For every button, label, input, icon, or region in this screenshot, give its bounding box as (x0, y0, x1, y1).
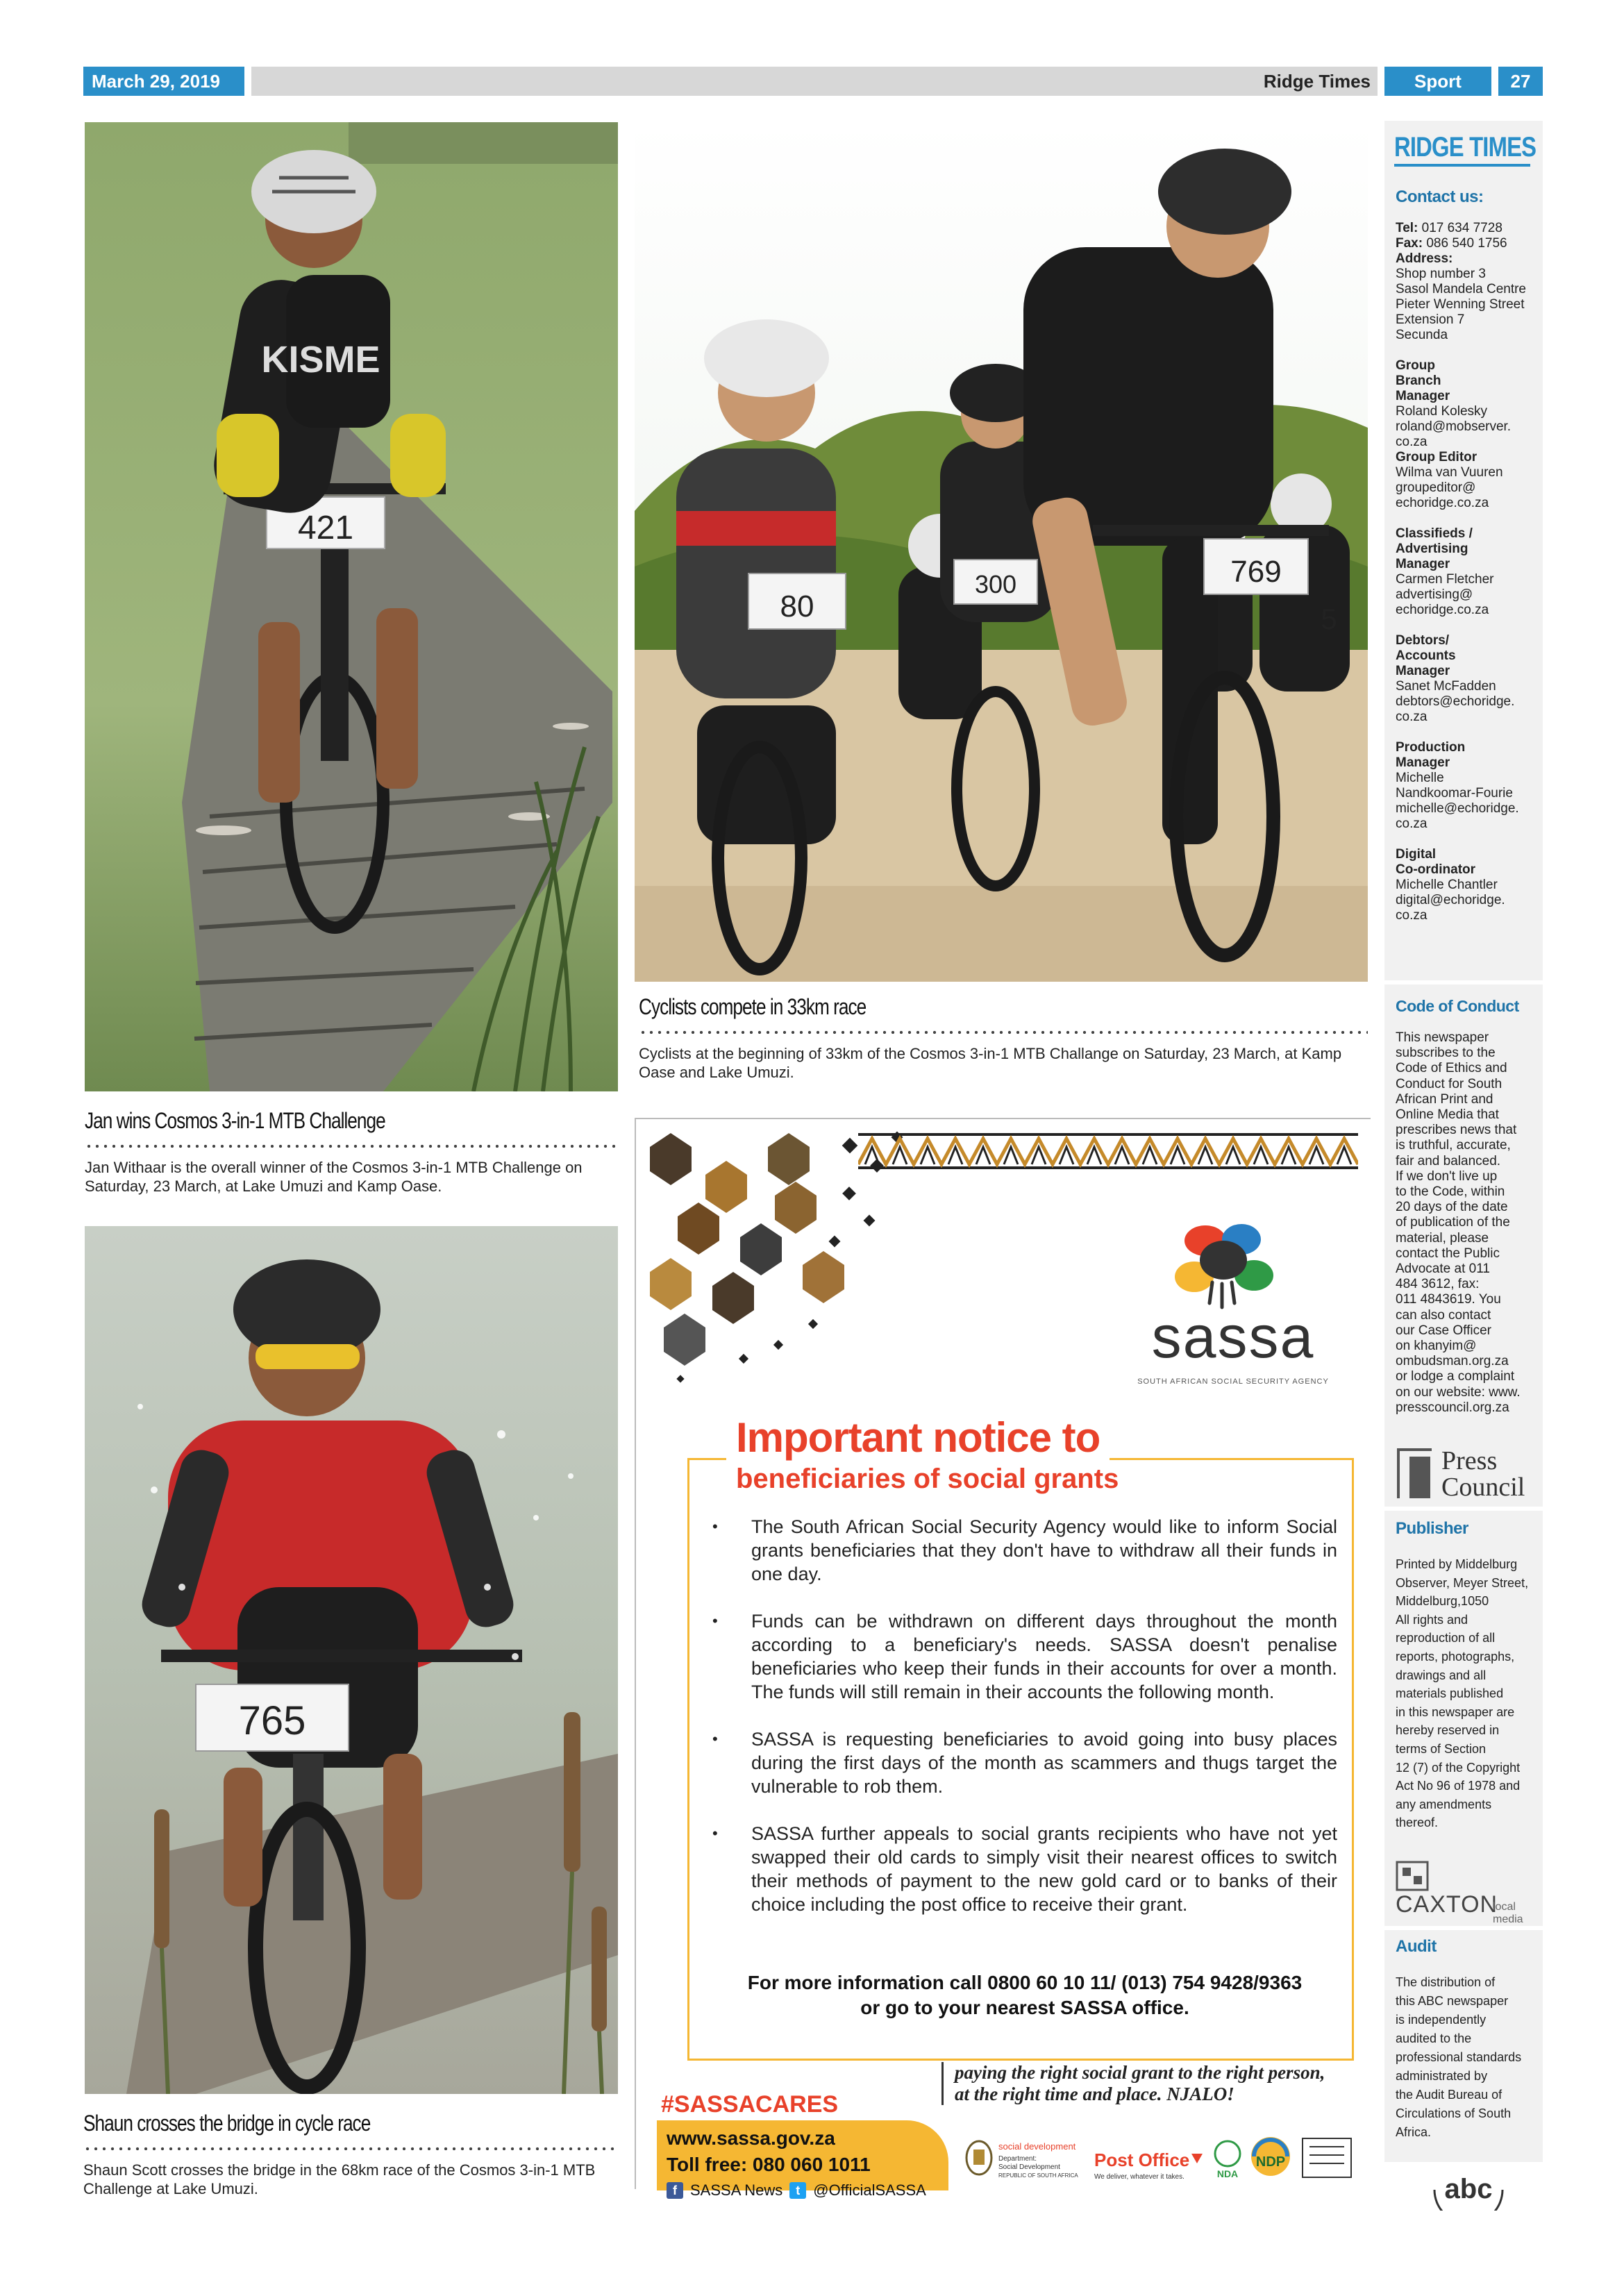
svg-text:Department:: Department: (998, 2155, 1037, 2163)
svg-text:REPUBLIC OF SOUTH AFRICA: REPUBLIC OF SOUTH AFRICA (998, 2172, 1078, 2179)
address-line: Pieter Wenning Street (1396, 297, 1525, 312)
ndp-logo: NDP (1255, 2154, 1286, 2170)
sassa-wordmark: sassa (1151, 1304, 1315, 1371)
section-name: Sport (1384, 67, 1491, 96)
photo-shaun-scott (85, 1226, 618, 2094)
list-item: • The South African Social Security Agency would like to inform Social grants beneficiaries that they don't have to withdraw all their funds in one day. (712, 1515, 1337, 1586)
twitter-handle[interactable]: @OfficialSASSA (813, 2181, 926, 2199)
publication-name: Ridge Times (1263, 71, 1371, 92)
staff-group-branch-manager: Group Branch Manager Roland Kolesky roland@mobserver. co.za (1396, 358, 1512, 449)
story-title-shaun: Shaun crosses the bridge in cycle race (83, 2111, 371, 2136)
list-item: • SASSA is requesting beneficiaries to avoid going into busy places during the first days of the month as scammers and thugs target the vulnerable to rob them. (712, 1727, 1337, 1798)
issue-date: March 29, 2019 (83, 67, 244, 96)
bib-number-80: 80 (780, 589, 814, 623)
contact-call-to-action: For more information call 0800 60 10 11/ (013) 754 9428/9363 or go to your nearest SASSA office. (747, 1972, 1303, 2018)
press-council-logo: Press Council (1397, 1446, 1536, 1502)
social-links (667, 2180, 926, 2201)
list-item: • SASSA further appeals to social grants recipients who have not yet swapped their old cards to simply visit their nearest offices to switch their methods of payment to the new gold card or to banks of their choice including the post office to receive their grant. (712, 1822, 1337, 1916)
story-title-cyclists: Cyclists compete in 33km race (639, 994, 867, 1019)
dept-name: social development (998, 2141, 1076, 2152)
header-bar (251, 67, 1378, 96)
bib-number-765: 765 (238, 1698, 306, 1743)
address-line: Sasol Mandela Centre (1396, 282, 1526, 296)
contact-heading: Contact us: (1396, 187, 1484, 206)
partner-logos (962, 2119, 1365, 2188)
address-line: Shop number 3 (1396, 267, 1486, 281)
notice-title: Important notice to (726, 1414, 1110, 1461)
story-title-jan: Jan wins Cosmos 3-in-1 MTB Challenge (85, 1108, 385, 1133)
notice-bullets (712, 1515, 1337, 1940)
facebook-icon: f (667, 2182, 683, 2199)
photo-jan-withaar (85, 122, 618, 1091)
bib-number-421: 421 (297, 510, 354, 546)
publisher-text: Printed by Middelburg Observer, Meyer Street, Middelburg,1050 All rights and reproduction of all reports, photographs, drawings and all materials published in this newspaper are hereby reserved in terms of Section 12 (7) of the Copyright Act No 96 of 1978 and any amendments thereof. (1396, 1557, 1529, 1830)
story-caption-shaun: Shaun Scott crosses the bridge in the 68km race of the Cosmos 3-in-1 MTB Challenge at Lake Umuzi. (83, 2161, 596, 2197)
list-item: • Funds can be withdrawn on different days throughout the month according to a beneficiary's needs. SASSA doesn't penalise beneficiaries who keep their funds in their accounts for over a month. The funds will still remain in their accounts the following month. (712, 1609, 1337, 1704)
photo-cyclists-33km (635, 122, 1368, 982)
bib-number-300: 300 (974, 570, 1017, 598)
abc-logo (1430, 2169, 1507, 2211)
jersey-text: KISME (261, 339, 380, 380)
audit-heading: Audit (1396, 1937, 1437, 1956)
code-of-conduct-text: This newspaper subscribes to the Code of Ethics and Conduct for South African Print and Online Media that prescribes news that is truthful, accurate, fair and balanced. If we don't live up to the Code, within 20 days of the date of publication of the material, please contact the Public Advocate at 011 484 3612, fax: 011 4843619. You can also contact our Case Officer on khanyim@ ombudsman.org.za or lodge a complaint on our website: www. presscouncil.org.za (1396, 1030, 1521, 1415)
nda-logo: NDA (1216, 2168, 1239, 2179)
mandela-centenary-icon (1303, 2138, 1351, 2177)
tollfree-number: Toll free: 080 060 1011 (667, 2154, 871, 2175)
sassa-hands-logo-icon (1164, 1206, 1282, 1317)
hashtag: #SASSACARES (661, 2091, 839, 2118)
staff-accounts-manager: Debtors/ Accounts Manager Sanet McFadden debtors@echoridge. co.za (1396, 633, 1515, 724)
address-line: Extension 7 (1396, 312, 1465, 327)
sassa-full-name: SOUTH AFRICAN SOCIAL SECURITY AGENCY (1137, 1377, 1329, 1386)
svg-text:We deliver, whatever it takes.: We deliver, whatever it takes. (1094, 2173, 1184, 2181)
page-number: 27 (1498, 67, 1543, 96)
fax: 086 540 1756 (1426, 236, 1507, 251)
bib-number-5: 5 (1321, 603, 1337, 635)
staff-production-manager: Production Manager Michelle Nandkoomar-Fourie michelle@echoridge. co.za (1396, 740, 1519, 831)
website-link[interactable]: www.sassa.gov.za (667, 2127, 835, 2149)
sassa-advert (635, 1118, 1371, 2199)
story-caption-cyclists: Cyclists at the beginning of 33km of the Cosmos 3-in-1 MTB Challange on Saturday, 23 March, at Kamp Oase and Lake Umuzi. (639, 1045, 1342, 1081)
svg-text:abc: abc (1444, 2174, 1493, 2204)
sassa-tagline: paying the right social grant to the right person, at the right time and place. NJALO! (941, 2062, 1351, 2105)
telephone: 017 634 7728 (1421, 221, 1502, 235)
audit-text: The distribution of this ABC newspaper is independently audited to the professional standards administrated by the Audit Bureau of Circulations of South Africa. (1396, 1975, 1522, 2139)
svg-text:Social Development: Social Development (998, 2163, 1060, 2171)
pattern-border-graphic (858, 1126, 1358, 1175)
staff-advertising-manager: Classifieds / Advertising Manager Carmen Fletcher advertising@ echoridge.co.za (1396, 526, 1494, 617)
sidebar-divider (1384, 1507, 1543, 1511)
caxton-mark-icon (1396, 1861, 1429, 1891)
code-of-conduct-heading: Code of Conduct (1396, 997, 1519, 1015)
bib-number-769: 769 (1230, 555, 1282, 589)
caption-divider (639, 1030, 1368, 1034)
caption-divider (83, 2147, 618, 2151)
address-line: Secunda (1396, 328, 1448, 342)
post-office-logo: Post Office (1094, 2150, 1190, 2170)
twitter-icon: t (789, 2182, 806, 2199)
staff-group-editor: Group Editor Wilma van Vuuren groupeditor@ echoridge.co.za (1396, 450, 1503, 510)
coat-of-arms-icon (966, 2141, 991, 2175)
facebook-handle[interactable]: SASSA News (690, 2181, 783, 2199)
publisher-heading: Publisher (1396, 1519, 1468, 1538)
sidebar-divider (1384, 980, 1543, 984)
staff-digital-coordinator: Digital Co-ordinator Michelle Chantler digital@echoridge. co.za (1396, 847, 1505, 923)
story-caption-jan: Jan Withaar is the overall winner of the Cosmos 3-in-1 MTB Challenge on Saturday, 23 March, at Lake Umuzi and Kamp Oase. (85, 1159, 583, 1195)
ridge-times-logo: RIDGE TIMES (1394, 132, 1533, 167)
contact-details: Tel: 017 634 7728 Fax: 086 540 1756 Address: Shop number 3 Sasol Mandela Centre Pieter Wenning Street Extension 7 Secunda Group Branch Manager Roland Kolesky roland@mobserver. co.za Group Editor Wilma van Vuuren groupeditor@ echoridge.co.za Classifieds / Advertising Manager Carmen Fletcher advertising@ echoridge.co.za Debtors/ Accounts Manager Sanet McFadden debtors@echoridge. co.za Production Manager Michelle Nandkoomar-Fourie michelle@echoridge. co.za Digital Co-ordinator Michelle Chantler digital@echoridge. co.za (1396, 221, 1538, 923)
caption-divider (85, 1144, 618, 1148)
sidebar-divider (1384, 1926, 1543, 1930)
caxton-logo: CAXTON local media (1394, 1861, 1540, 1916)
notice-subtitle: beneficiaries of social grants (726, 1464, 1128, 1495)
